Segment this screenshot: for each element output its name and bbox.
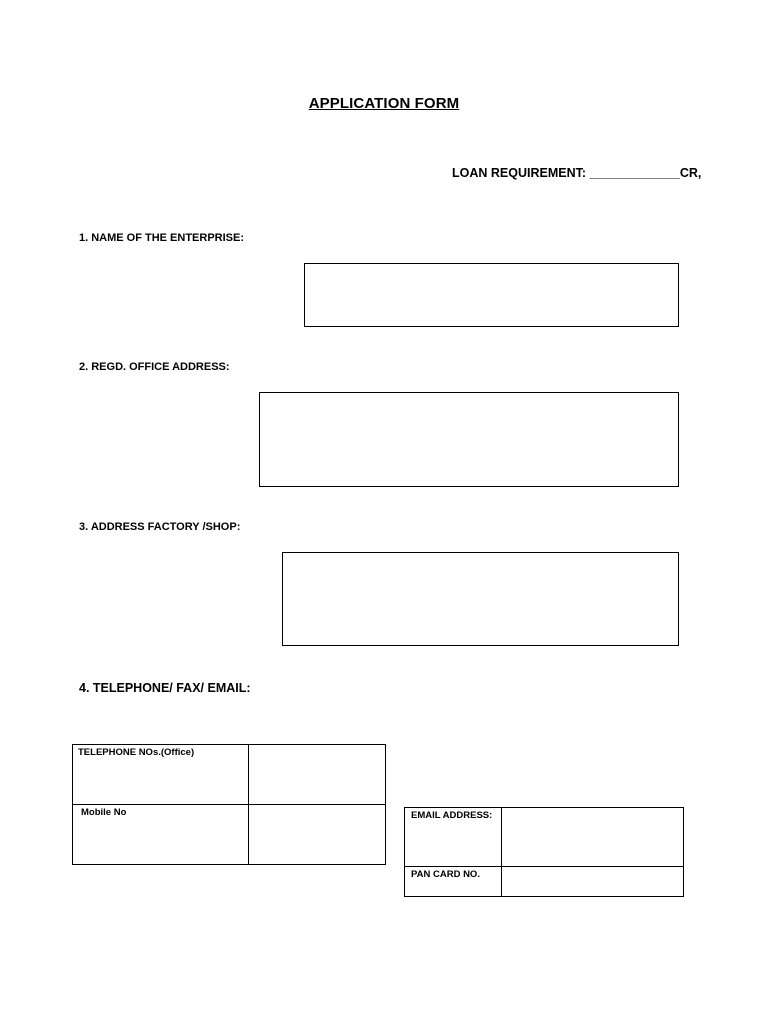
contact-table — [72, 744, 386, 865]
contact-label: 4. TELEPHONE/ FAX/ EMAIL: — [79, 681, 251, 695]
pan-card-input[interactable] — [502, 867, 684, 897]
mobile-input[interactable] — [249, 805, 386, 865]
factory-address-input[interactable] — [282, 552, 679, 646]
id-table — [404, 807, 684, 897]
enterprise-name-label: 1. NAME OF THE ENTERPRISE: — [79, 232, 245, 244]
regd-office-address-input[interactable] — [259, 392, 679, 487]
factory-address-label: 3. ADDRESS FACTORY /SHOP: — [79, 521, 241, 533]
loan-requirement-field[interactable]: LOAN REQUIREMENT: _____________CR, — [452, 166, 702, 180]
telephone-input[interactable] — [249, 745, 386, 805]
enterprise-name-input[interactable] — [304, 263, 679, 327]
form-title: APPLICATION FORM — [308, 95, 460, 112]
regd-office-address-label: 2. REGD. OFFICE ADDRESS: — [79, 361, 230, 373]
email-input[interactable] — [502, 808, 684, 867]
email-label: EMAIL ADDRESS: — [405, 808, 502, 867]
mobile-label: Mobile No — [73, 805, 249, 865]
telephone-label: TELEPHONE NOs.(Office) — [73, 745, 249, 805]
pan-card-label: PAN CARD NO. — [405, 867, 502, 897]
